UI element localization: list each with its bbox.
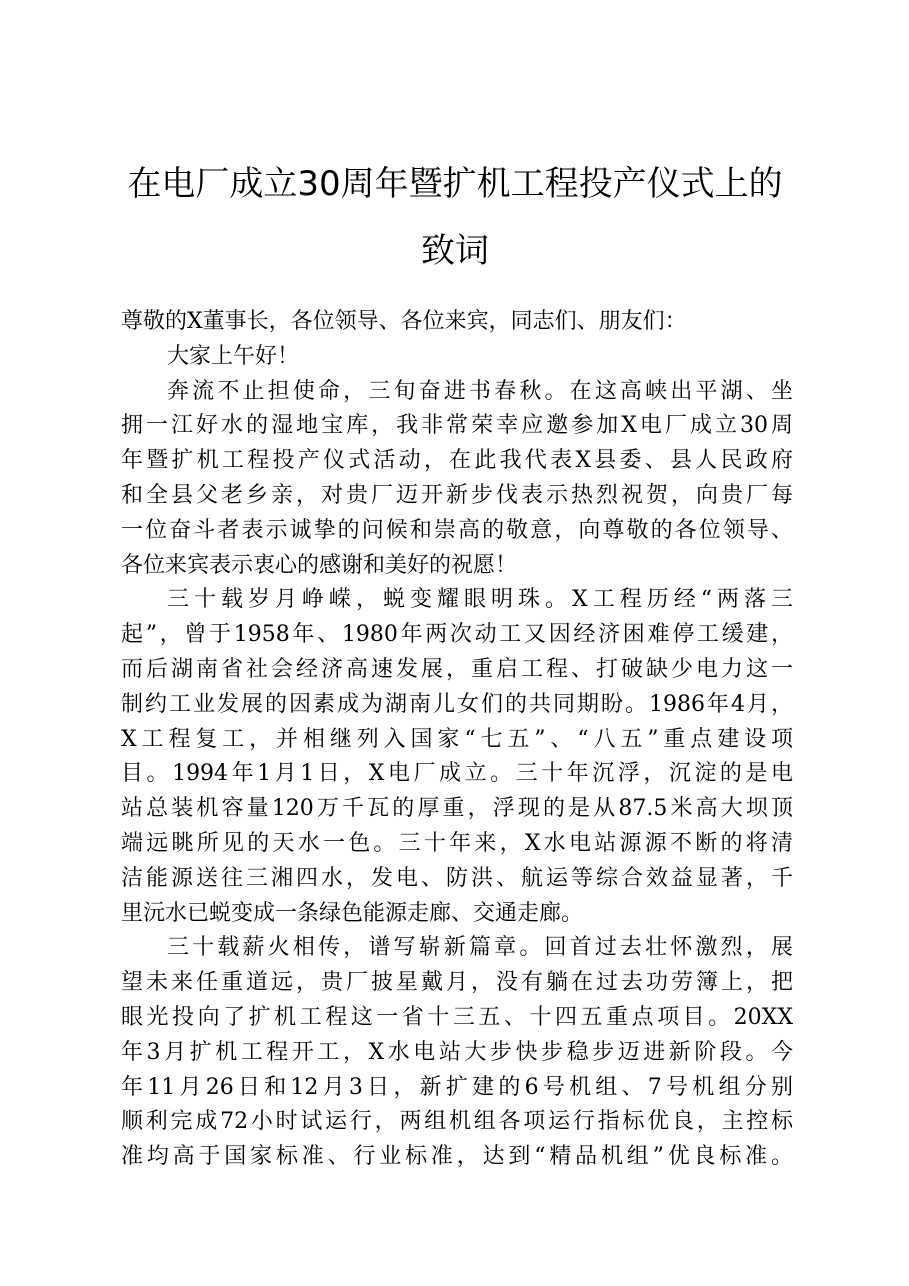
body-text-line: 拥一江好水的湿地宝库，我非常荣幸应邀参加X电厂成立30周 bbox=[121, 413, 793, 439]
body-text-line: 年3月扩机工程开工，X水电站大步快步稳步迈进新阶段。今 bbox=[121, 1039, 793, 1065]
body-text-line: 年暨扩机工程投产仪式活动，在此我代表X县委、县人民政府 bbox=[121, 448, 793, 474]
body-text-line: 洁能源送往三湘四水，发电、防洪、航运等综合效益显著，千 bbox=[121, 865, 793, 891]
body-text-line: 目。1994年1月1日，X电厂成立。三十年沉浮，沉淀的是电 bbox=[121, 761, 793, 787]
body-text-line: 年11月26日和12月3日，新扩建的6号机组、7号机组分别 bbox=[121, 1074, 793, 1100]
body-text-line: 三十载岁月峥嵘，蜕变耀眼明珠。X工程历经“两落三 bbox=[167, 587, 793, 613]
body-text-line: 端远眺所见的天水一色。三十年来，X水电站源源不断的将清 bbox=[121, 830, 793, 856]
body-text-line: 大家上午好！ bbox=[167, 343, 300, 369]
body-text-line: 制约工业发展的因素成为湖南儿女们的共同期盼。1986年4月， bbox=[121, 691, 793, 717]
body-text-line: 尊敬的X董事长，各位领导、各位来宾，同志们、朋友们： bbox=[121, 309, 687, 334]
body-text-line: 奔流不止担使命，三旬奋进书春秋。在这高峡出平湖、坐 bbox=[167, 378, 793, 404]
body-text-line: 里沅水已蜕变成一条绿色能源走廊、交通走廊。 bbox=[121, 900, 584, 926]
document-title-line-1: 在电厂成立30周年暨扩机工程投产仪式上的 bbox=[127, 164, 783, 204]
body-text-line: 三十载薪火相传，谱写崭新篇章。回首过去壮怀激烈，展 bbox=[167, 935, 793, 961]
body-text-line: 站总装机容量120万千瓦的厚重，浮现的是从87.5米高大坝顶 bbox=[121, 796, 793, 822]
body-text-line: 准均高于国家标准、行业标准，达到“精品机组”优良标准。 bbox=[121, 1144, 793, 1170]
document-title-line-2: 致词 bbox=[421, 231, 489, 271]
body-text-line: 而后湖南省社会经济高速发展，重启工程、打破缺少电力这一 bbox=[121, 656, 793, 682]
body-text-line: 顺利完成72小时试运行，两组机组各项运行指标优良，主控标 bbox=[121, 1109, 793, 1135]
body-text-line: 和全县父老乡亲，对贵厂迈开新步伐表示热烈祝贺，向贵厂每 bbox=[121, 482, 793, 508]
body-text-line: 眼光投向了扩机工程这一省十三五、十四五重点项目。20XX bbox=[121, 1004, 793, 1030]
body-text-line: 一位奋斗者表示诚挚的问候和崇高的敬意，向尊敬的各位领导、 bbox=[121, 517, 793, 543]
body-text-line: 各位来宾表示衷心的感谢和美好的祝愿！ bbox=[121, 552, 518, 578]
body-text-line: 望未来任重道远，贵厂披星戴月，没有躺在过去功劳簿上，把 bbox=[121, 970, 793, 996]
body-text-line: X工程复工，并相继列入国家“七五”、“八五”重点建设项 bbox=[121, 726, 793, 752]
body-text-line: 起”，曾于1958年、1980年两次动工又因经济困难停工缓建， bbox=[121, 622, 793, 648]
document-body bbox=[121, 305, 793, 1175]
